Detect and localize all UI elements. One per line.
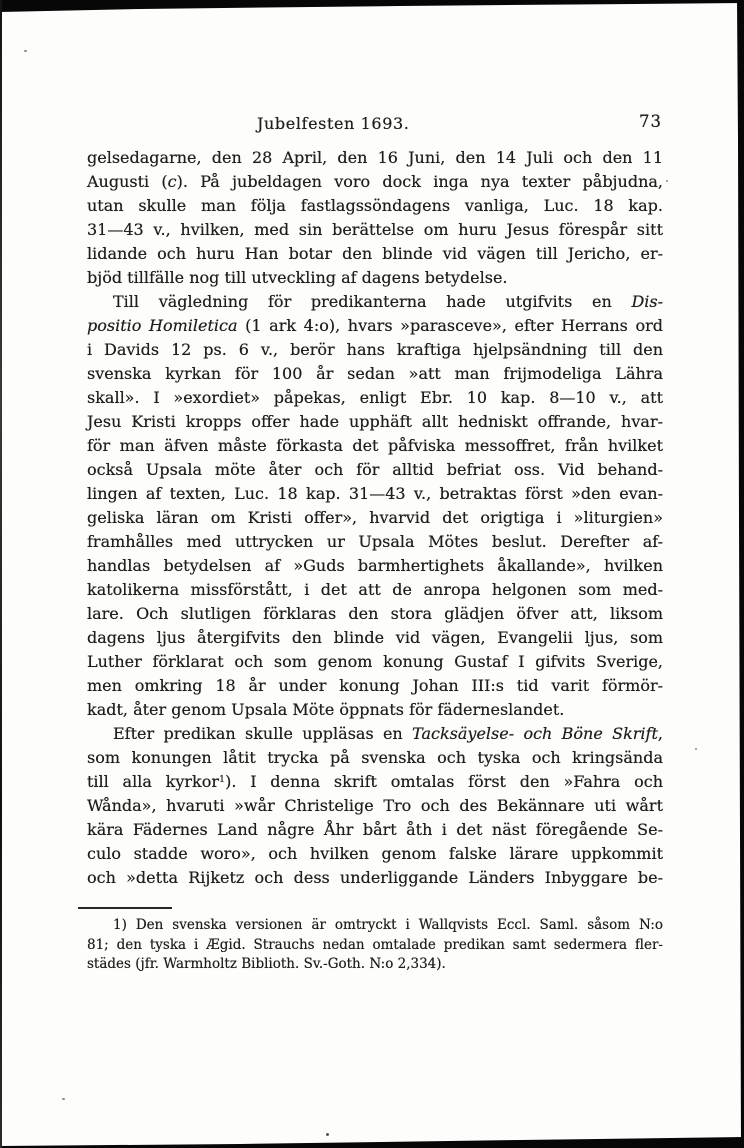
text-line (87, 146, 663, 170)
text-segment: , (657, 724, 663, 743)
text-line (87, 362, 663, 386)
scan-speck (62, 1098, 65, 1100)
scan-speck (24, 50, 27, 52)
text-line (87, 482, 663, 506)
text-segment: 1) Den svenska versionen är omtryckt i Wallqvists Eccl. Saml. såsom N:o (113, 917, 663, 933)
scan-speck (326, 1133, 329, 1136)
text-segment: Augusti ( (87, 172, 168, 191)
text-segment: städes (jfr. Warmholtz Biblioth. Sv.-Goth. N:o 2,334). (87, 956, 446, 972)
text-segment: Till vägledning för predikanterna hade utgifvits en (113, 292, 632, 311)
footnote-separator (78, 907, 172, 909)
text-segment: Jesu Kristi kropps offer hade upphäft allt hedniskt offrande, hvar- (87, 412, 663, 431)
text-segment: Wånda», hvaruti »wår Christelige Tro och des Bekännare uti wårt (87, 796, 663, 815)
text-segment: (1 ark 4:o), hvars »parasceve», efter Herrans ord (237, 316, 664, 335)
text-segment: ). I denna skrift omtalas först den »Fahra och (225, 772, 664, 791)
text-segment: framhålles med uttrycken ur Upsala Mötes beslut. Derefter af- (87, 532, 663, 551)
text-segment: Luther förklarat och som genom konung Gustaf I gifvits Sverige, (87, 652, 663, 671)
text-segment: till alla kyrkor (87, 772, 219, 791)
running-title: Jubelfesten 1693. (257, 114, 410, 133)
text-line (87, 386, 663, 410)
text-segment: handlas betydelsen af »Guds barmhertighets åkallande», hvilken (87, 556, 663, 575)
text-line (87, 842, 663, 866)
text-line (87, 794, 663, 818)
text-line (87, 770, 663, 794)
text-segment: kadt, åter genom Upsala Möte öppnats för fäderneslandet. (87, 700, 565, 719)
text-segment: bjöd tillfälle nog till utveckling af dagens betydelse. (87, 268, 508, 287)
text-segment: lingen af texten, Luc. 18 kap. 31—43 v., betraktas först »den evan- (87, 484, 663, 503)
italic-segment: positio Homiletica (87, 316, 238, 335)
text-line (87, 722, 663, 746)
text-line (87, 818, 663, 842)
text-segment: för man äfven måste förkasta det påfviska messoffret, från hvilket (87, 436, 663, 455)
text-segment: dagens ljus återgifvits den blinde vid vägen, Evangelii ljus, som (87, 628, 663, 647)
text-segment: 81; den tyska i Ægid. Strauchs nedan omtalade predikan samt sedermera fler- (87, 936, 663, 953)
text-segment: och »detta Rijketz och dess underliggande Länders Inbyggare be- (87, 868, 663, 887)
text-line (87, 916, 663, 936)
text-line (87, 314, 663, 338)
text-segment: 31—43 v., hvilken, med sin berättelse om huru Jesus förespår sitt (87, 220, 663, 239)
text-line (87, 338, 663, 362)
text-segment: men omkring 18 år under konung Johan III:s tid varit förmör- (87, 676, 663, 695)
scan-speck (666, 180, 668, 182)
page-number: 73 (639, 112, 662, 131)
text-line (87, 626, 663, 650)
text-line (87, 266, 663, 290)
text-segment: lare. Och slutligen förklaras den stora glädjen öfver att, liksom (87, 604, 663, 623)
text-line (87, 218, 663, 242)
footnote-text (87, 916, 663, 975)
text-segment: Efter predikan skulle uppläsas en (113, 724, 413, 743)
text-line (87, 434, 663, 458)
text-line (87, 458, 663, 482)
text-segment: culo stadde woro», och hvilken genom falske lärare uppkommit (87, 844, 663, 863)
italic-segment: c (167, 172, 177, 191)
body-text (87, 146, 663, 890)
italic-segment: Dis- (631, 292, 663, 311)
text-line (87, 506, 663, 530)
footnote-ref: 1 (219, 774, 226, 786)
scan-speck (695, 748, 697, 750)
text-segment: också Upsala möte åter och för alltid befriat oss. Vid behand- (87, 460, 663, 479)
scan-edge-top (0, 0, 744, 13)
text-line (87, 866, 663, 890)
text-segment: lidande och huru Han botar den blinde vid vägen till Jericho, er- (87, 244, 663, 263)
text-line (87, 578, 663, 602)
text-segment: kära Fädernes Land någre Åhr bårt åth i det näst föregående Se- (87, 820, 663, 839)
page-header (87, 114, 663, 136)
text-line (87, 936, 663, 956)
text-segment: som konungen låtit trycka på svenska och tyska och kringsända (87, 748, 663, 767)
text-segment: gelsedagarne, den 28 April, den 16 Juni, den 14 Juli och den 11 (87, 148, 663, 167)
text-segment: i Davids 12 ps. 6 v., berör hans kraftiga hjelpsändning till den (87, 340, 663, 359)
text-segment: katolikerna missförstått, i det att de anropa helgonen som med- (87, 580, 663, 599)
scan-edge-right (735, 0, 744, 1148)
text-line (87, 170, 663, 194)
text-line (87, 955, 663, 975)
text-line (87, 554, 663, 578)
text-line (87, 290, 663, 314)
text-line (87, 410, 663, 434)
text-line (87, 530, 663, 554)
text-segment: ). På jubeldagen voro dock inga nya texter påbjudna, (176, 172, 663, 191)
text-line (87, 194, 663, 218)
italic-segment: Tacksäyelse- och Böne Skrift (412, 724, 658, 743)
text-segment: utan skulle man följa fastlagssöndagens vanliga, Luc. 18 kap. (87, 196, 663, 215)
text-segment: svenska kyrkan för 100 år sedan »att man frijmodeliga Lähra (87, 364, 663, 383)
text-segment: skall». I »exordiet» påpekas, enligt Ebr. 10 kap. 8—10 v., att (87, 388, 663, 407)
scan-edge-bottom (0, 1135, 744, 1148)
text-segment: geliska läran om Kristi offer», hvarvid det origtiga i »liturgien» (87, 508, 663, 527)
scan-edge-left (0, 0, 2, 1148)
text-line (87, 242, 663, 266)
text-line (87, 674, 663, 698)
text-line (87, 698, 663, 722)
text-line (87, 602, 663, 626)
text-line (87, 746, 663, 770)
text-line (87, 650, 663, 674)
